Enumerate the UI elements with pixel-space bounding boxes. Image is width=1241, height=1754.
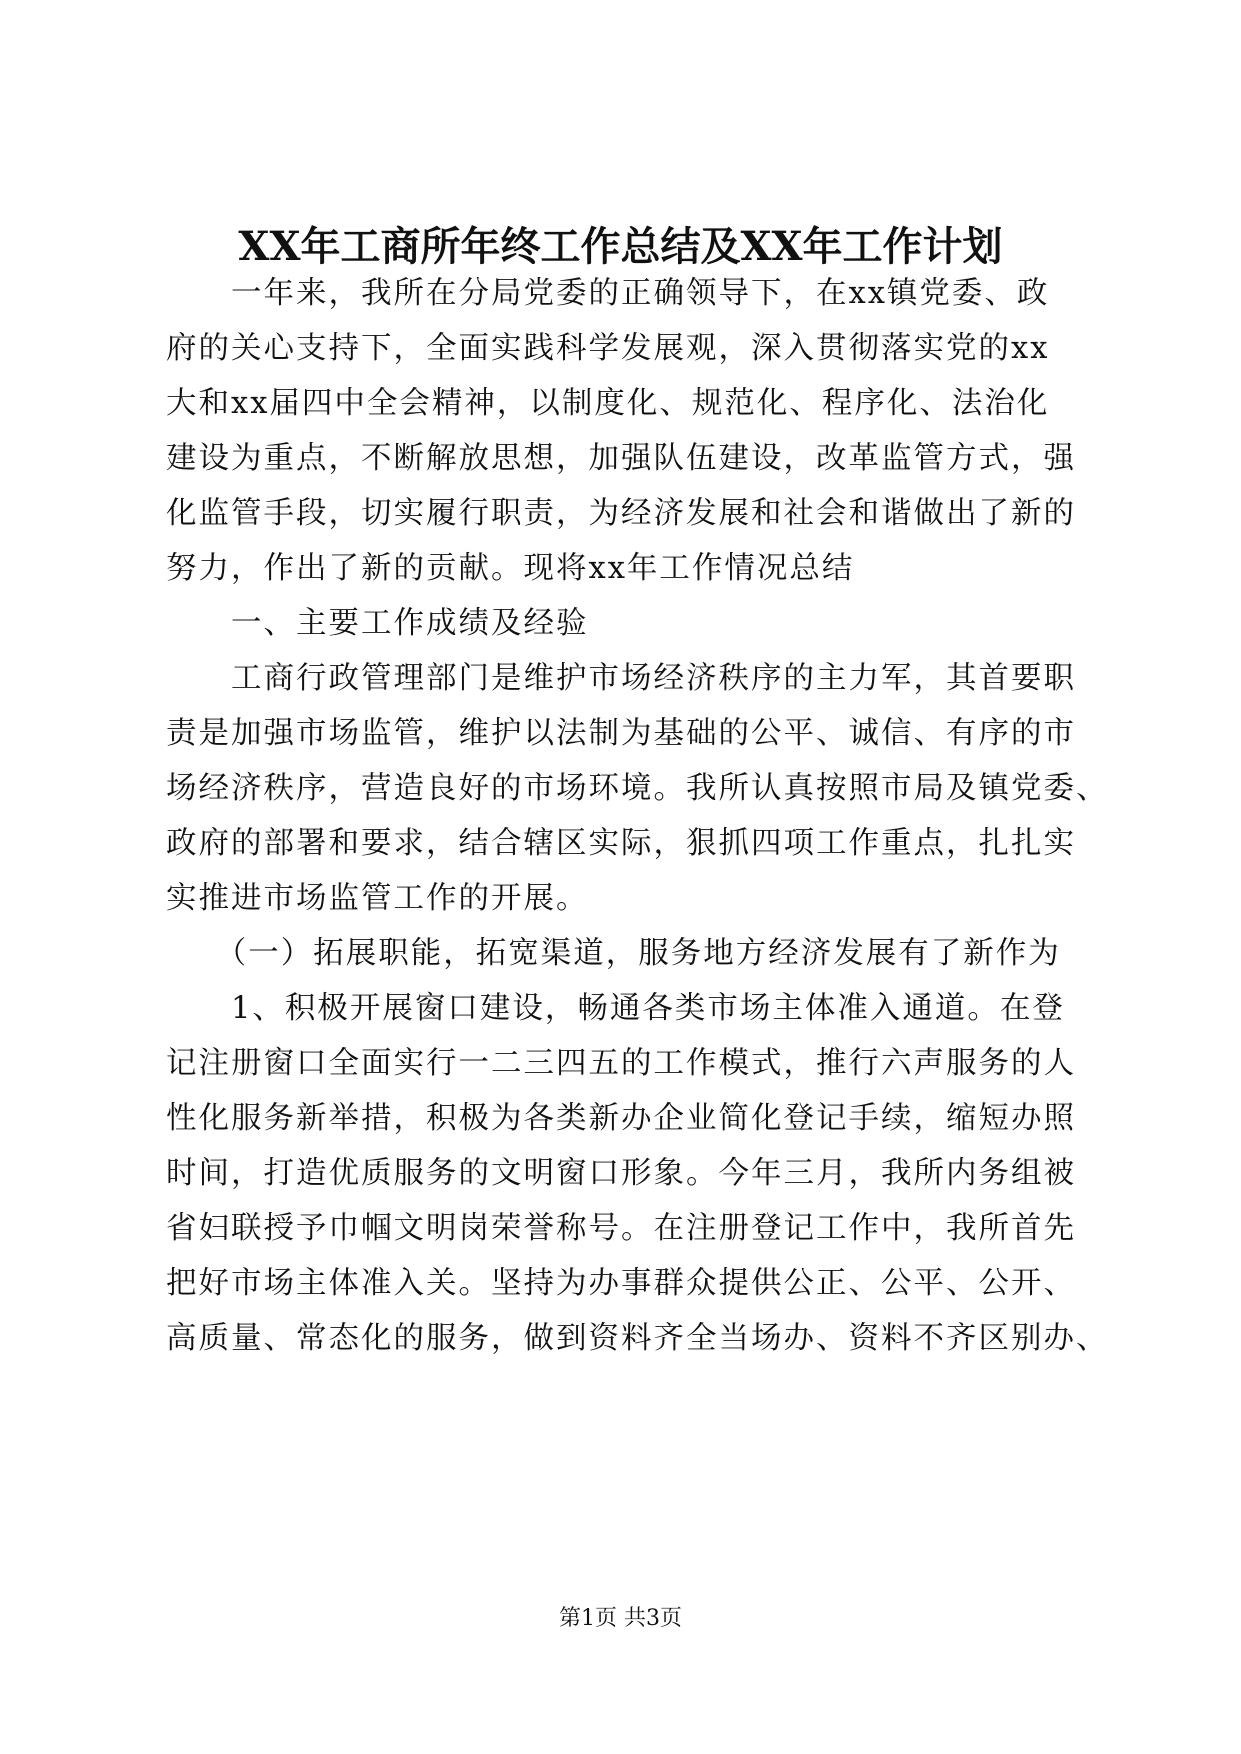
document-title: XX年工商所年终工作总结及XX年工作计划: [238, 223, 1003, 270]
body-text-line: 性化服务新举措，积极为各类新办企业简化登记手续，缩短办照: [166, 1101, 1076, 1136]
body-text-line: 工商行政管理部门是维护市场经济秩序的主力军，其首要职: [166, 661, 1076, 696]
section-heading: 一、主要工作成绩及经验: [166, 606, 589, 641]
body-text-line: 记注册窗口全面实行一二三四五的工作模式，推行六声服务的人: [166, 1046, 1076, 1081]
body-text-line: 府的关心支持下，全面实践科学发展观，深入贯彻落实党的xx: [166, 331, 1050, 366]
body-text-line: 责是加强市场监管，维护以法制为基础的公平、诚信、有序的市: [166, 716, 1076, 751]
body-text-line: 化监管手段，切实履行职责，为经济发展和社会和谐做出了新的: [166, 496, 1076, 531]
body-text-line: 高质量、常态化的服务，做到资料齐全当场办、资料不齐区别办、: [166, 1321, 1109, 1356]
body-text-line: 场经济秩序，营造良好的市场环境。我所认真按照市局及镇党委、: [166, 771, 1109, 806]
body-text-line: 把好市场主体准入关。坚持为办事群众提供公正、公平、公开、: [166, 1266, 1076, 1301]
body-text-line: 1、积极开展窗口建设，畅通各类市场主体准入通道。在登: [166, 991, 1065, 1026]
body-text-line: 省妇联授予巾帼文明岗荣誉称号。在注册登记工作中，我所首先: [166, 1211, 1076, 1246]
body-text-line: 时间，打造优质服务的文明窗口形象。今年三月，我所内务组被: [166, 1156, 1076, 1191]
body-text-line: 大和xx届四中全会精神，以制度化、规范化、程序化、法治化: [166, 386, 1050, 421]
body-text-line: 一年来，我所在分局党委的正确领导下，在xx镇党委、政: [166, 276, 1050, 311]
body-text-line: 政府的部署和要求，结合辖区实际，狠抓四项工作重点，扎扎实: [166, 826, 1076, 861]
body-text-line: 努力，作出了新的贡献。现将xx年工作情况总结: [166, 551, 855, 586]
body-text-line: 建设为重点，不断解放思想，加强队伍建设，改革监管方式，强: [166, 441, 1076, 476]
page-number-footer: 第1页 共3页: [559, 1606, 682, 1631]
subsection-heading: （一）拓展职能，拓宽渠道，服务地方经济发展有了新作为: [166, 936, 1061, 971]
body-text-line: 实推进市场监管工作的开展。: [166, 881, 589, 916]
